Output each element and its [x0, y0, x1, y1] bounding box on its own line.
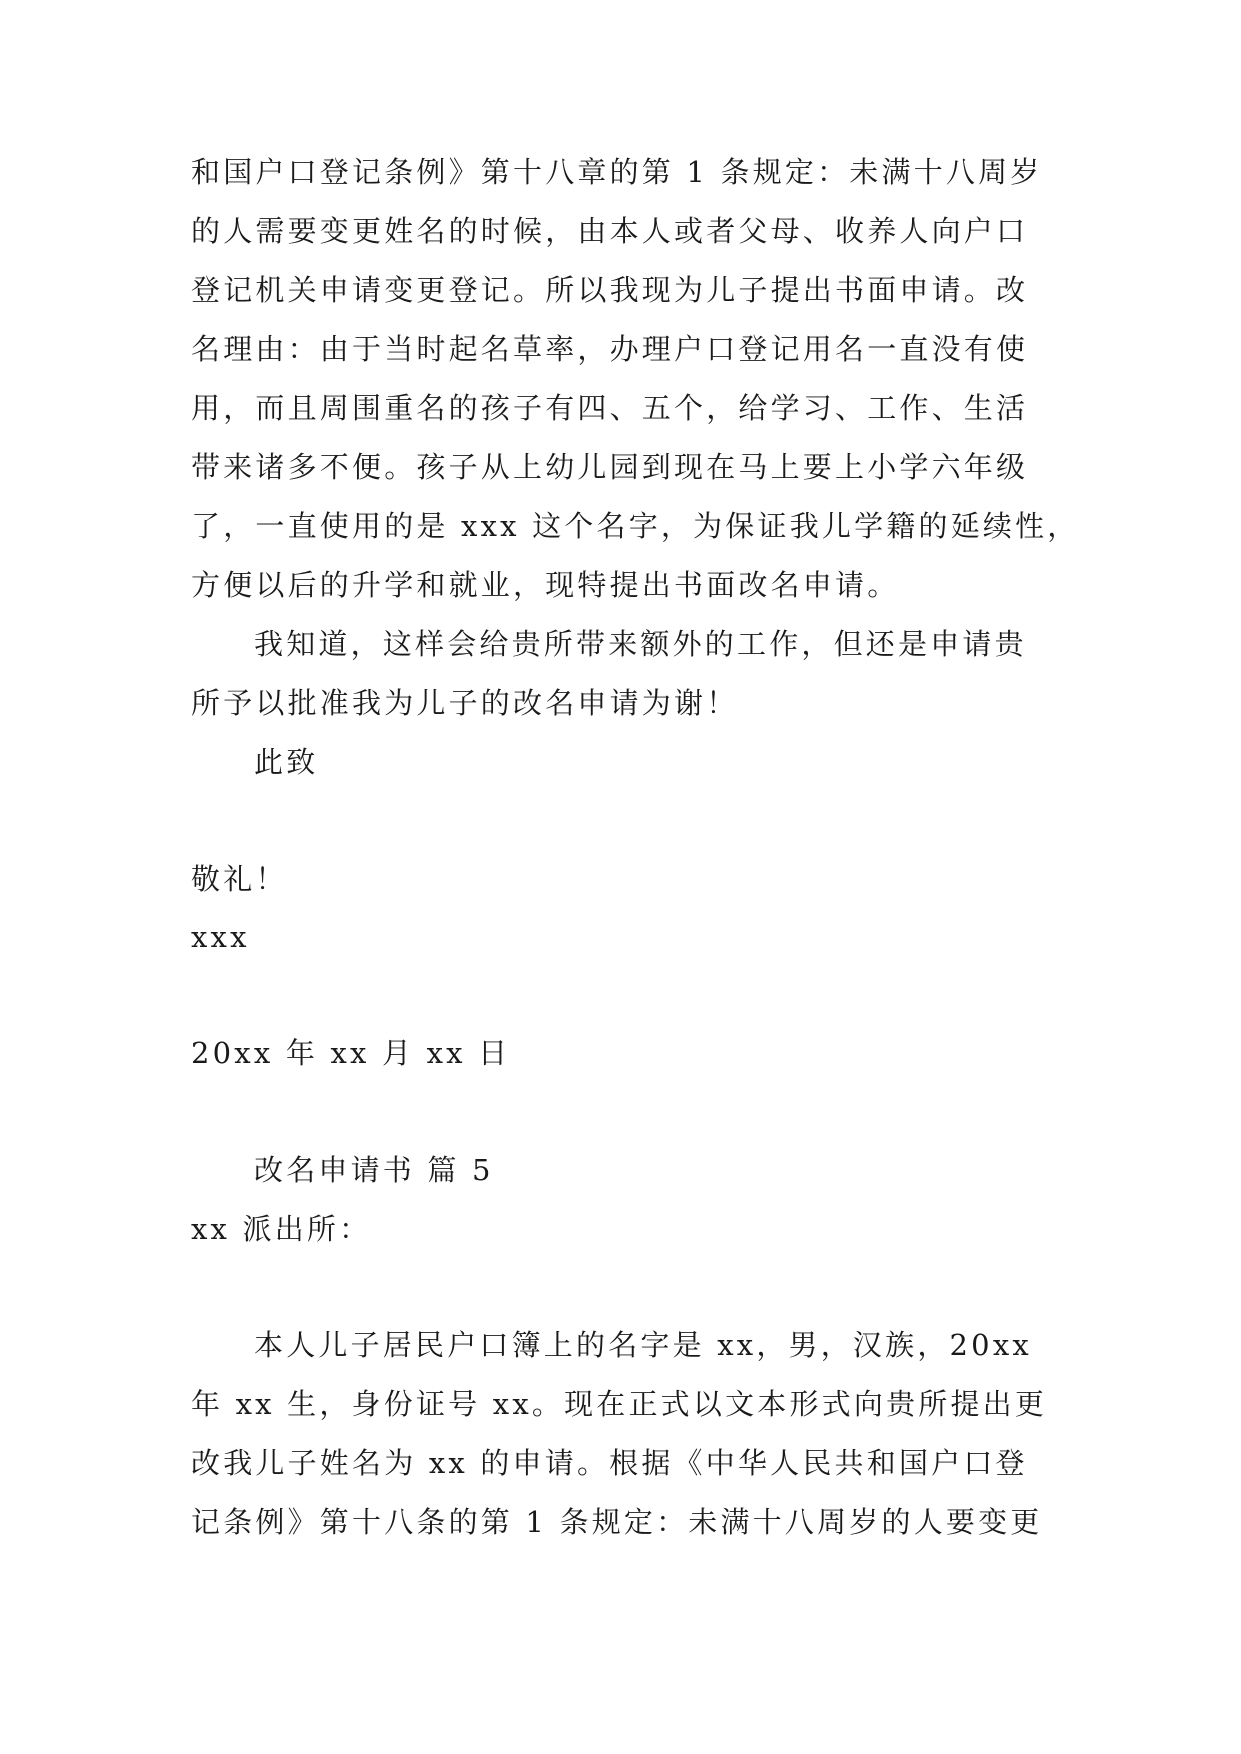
text-line: 登记机关申请变更登记。所以我现为儿子提出书面申请。改 [191, 273, 1029, 307]
text-line: 的人需要变更姓名的时候，由本人或者父母、收养人向户口 [191, 214, 1029, 248]
text-line: 本人儿子居民户口簿上的名字是 xx，男，汉族，20xx [254, 1328, 1032, 1362]
text-line: 方便以后的升学和就业，现特提出书面改名申请。 [191, 568, 900, 602]
text-line: 改我儿子姓名为 xx 的申请。根据《中华人民共和国户口登 [191, 1446, 1028, 1480]
text-line: 用，而且周围重名的孩子有四、五个，给学习、工作、生活 [191, 391, 1029, 425]
text-line: 了，一直使用的是 xxx 这个名字，为保证我儿学籍的延续性， [191, 509, 1080, 543]
date: 20xx 年 xx 月 xx 日 [191, 1036, 511, 1070]
section-title: 改名申请书 篇 5 [254, 1153, 494, 1187]
signature: xxx [191, 920, 250, 954]
closing-regards: 敬礼！ [191, 862, 288, 896]
text-line: 和国户口登记条例》第十八章的第 1 条规定：未满十八周岁 [191, 155, 1043, 189]
text-line: 年 xx 生，身份证号 xx。现在正式以文本形式向贵所提出更 [191, 1387, 1048, 1421]
closing-salutation: 此致 [254, 745, 319, 779]
text-line: 记条例》第十八条的第 1 条规定：未满十八周岁的人要变更 [191, 1505, 1043, 1539]
addressee: xx 派出所： [191, 1212, 372, 1246]
text-line: 我知道，这样会给贵所带来额外的工作，但还是申请贵 [254, 627, 1027, 661]
text-line: 所予以批准我为儿子的改名申请为谢！ [191, 686, 739, 720]
text-line: 名理由：由于当时起名草率，办理户口登记用名一直没有使 [191, 332, 1029, 366]
text-line: 带来诸多不便。孩子从上幼儿园到现在马上要上小学六年级 [191, 450, 1029, 484]
